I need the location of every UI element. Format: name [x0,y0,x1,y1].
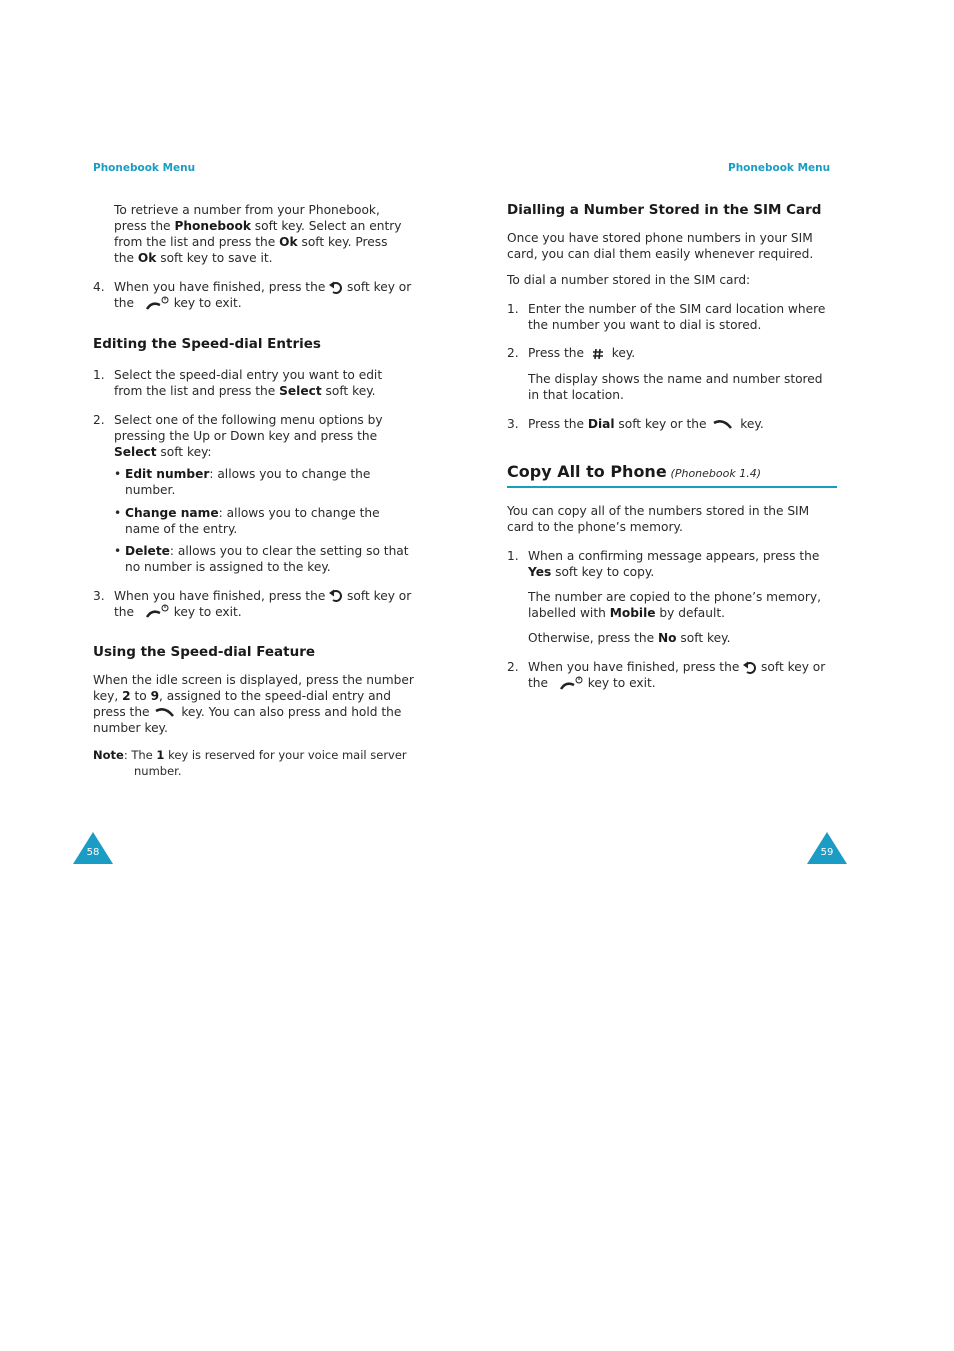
dial-step-3: 3. Press the Dial soft key or the key. [507,417,764,431]
dial-step-2: 2. Press the key. The display shows the name and number stored in that location. [507,346,823,402]
copy-heading: Copy All to Phone [507,462,667,481]
end-power-icon [138,296,170,312]
copy-heading-sub: (Phonebook 1.4) [670,467,762,480]
page-number-right: 59 [820,847,834,858]
page-number-left: 58 [86,847,100,858]
edit-step-1: 1. Select the speed-dial entry you want to edit from the list and press the Select soft key. [93,367,383,398]
copy-step-1: 1. When a confirming message appears, press the Yes soft key to copy. The number are copied to the phone’s memory, labelled with Mobile by default. Otherwise, press the No soft key. [507,549,821,645]
hash-key-icon [588,347,608,361]
dialling-intro: Once you have stored phone numbers in your SIM card, you can dial them easily whenever required. [507,231,814,261]
back-arrow-icon [329,589,343,603]
using-heading: Using the Speed-dial Feature [93,644,316,660]
editing-heading: Editing the Speed-dial Entries [93,335,321,352]
copy-heading-block [507,464,837,488]
copy-step-2: 2. When you have finished, press the soft key or the key to exit. [507,660,826,690]
dial-step-1: 1. Enter the number of the SIM card location where the number you want to dial is stored. [507,302,826,332]
back-arrow-icon [329,281,343,295]
option-change-name: • Change name: allows you to change the name of the entry. [114,505,380,536]
end-power-icon [552,676,584,692]
note: Note: The 1 key is reserved for your voice mail server number. [93,748,407,778]
send-icon [710,418,736,432]
send-icon [153,706,177,720]
right-column [507,202,837,692]
intro-paragraph: To retrieve a number from your Phonebook, press the Phonebook soft key. Select an entry from the list and press the Ok soft key. Press the Ok soft key to save it. [114,203,402,265]
edit-step-3: 3. When you have finished, press the soft key or the key to exit. [93,588,412,619]
dialling-heading: Dialling a Number Stored in the SIM Card [507,202,822,218]
end-power-icon [138,604,170,620]
dialling-lead: To dial a number stored in the SIM card: [507,273,751,287]
option-edit-number: • Edit number: allows you to change the number. [114,466,371,497]
option-delete: • Delete: allows you to clear the setting so that no number is assigned to the key. [114,543,409,574]
step-4: 4. When you have finished, press the soft key or the key to exit. [93,280,412,310]
running-header-right: Phonebook Menu [728,162,831,174]
back-arrow-icon [743,661,757,675]
running-header-left: Phonebook Menu [93,162,196,174]
copy-intro: You can copy all of the numbers stored in the SIM card to the phone’s memory. [507,504,810,534]
edit-step-2: 2. Select one of the following menu options by pressing the Up or Down key and press the Select soft key: • Edit number: allows you to change the number. • Change name: allows you to change the name of the entry. • Delete: allows you to clear the setting so that no number is assigned to the key. [93,412,423,575]
using-paragraph: When the idle screen is displayed, press the number key, 2 to 9, assigned to the speed-dial entry and press the key. You can also press and hold the number key. [93,673,414,735]
left-column [93,202,423,779]
